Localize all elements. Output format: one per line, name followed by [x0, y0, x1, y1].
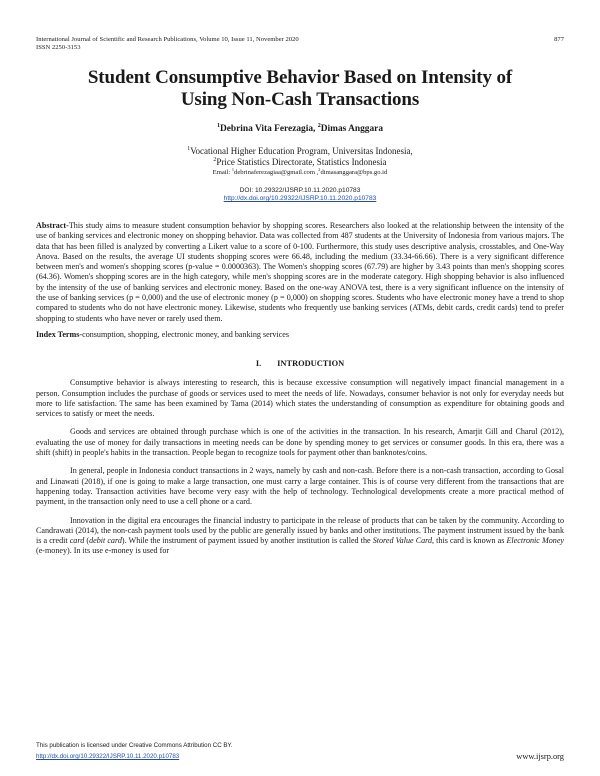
email-label: Email: — [212, 168, 232, 176]
page-footer — [36, 740, 564, 762]
paragraph-4-part-d: , this card is known as — [432, 536, 507, 546]
index-terms-text: -consumption, shopping, electronic money, and banking services — [79, 329, 290, 339]
affiliation-1-text: Vocational Higher Education Program, Universitas Indonesia, — [190, 145, 413, 156]
paragraph-2: Goods and services are obtained through purchase which is one of the activities in the transaction. In his research, Amarjit Gill and Charul (2012), evaluating the use of money for daily transactions in meeting needs can be done by spending money to get services or consumer goods. In this era, there was a shift (shift) in people's habits in the transaction. People began to recognize tools for payment other than banknotes/coins. — [36, 427, 564, 458]
title-line-2: Using Non-Cash Transactions — [180, 88, 420, 110]
journal-website: www.ijsrp.org — [516, 752, 564, 761]
author-2-mark: 2 — [317, 122, 321, 129]
affiliation-1-mark: 1 — [187, 145, 191, 152]
paragraph-1: Consumptive behavior is always interesting to research, this is because excessive consumption will negatively impact financial management in a person. Consumption includes the purchase of goods or services used to meet the needs of life. Nowadays, consumer behavior is not only for everyday needs but more to life satisfaction. The same has been examined by Tama (2014) which states the understanding of consumption as expenditure for obtaining goods and services to satisfy or meet the needs. — [36, 378, 564, 419]
paragraph-4-part-c: ). While the instrument of payment issued by another institution is called the — [121, 536, 373, 546]
footer-doi-link[interactable]: http://dx.doi.org/10.29322/IJSRP.10.11.2020.p10783 — [36, 753, 180, 760]
paragraph-4-part-a: Innovation in the digital era encourages the financial industry to participate in the release of products that can be taken by the community. According to Candrawati (2014), the non-cash payment tools used by the public are generally issued by banks and other institutions. The payment instrument issued by the bank is a credit — [36, 515, 564, 546]
index-terms-label: Index Terms — [36, 329, 80, 339]
running-header — [36, 36, 564, 53]
affiliation-2-mark: 2 — [213, 156, 217, 163]
doi-text: DOI: 10.29322/IJSRP.10.11.2020.p10783 — [239, 186, 361, 194]
term-debit-card: debit card — [89, 536, 122, 546]
doi-link[interactable]: http://dx.doi.org/10.29322/IJSRP.10.11.2020.p10783 — [223, 195, 377, 203]
paragraph-4-part-e: (e-money). In its use e-money is used for — [36, 546, 170, 556]
email-2-mark: 2 — [318, 166, 321, 172]
abstract-text: This study aims to measure student consumption behavior by shopping scores. Researchers also looked at the relationship between the intensity of the use of banking services and electronic money on shopping behavior. Data was collected from 487 students at the University of Indonesia from various majors. The data that has been filled is analyzed by converting a Likert value to a score of 0-100. Furthermore, this study uses descriptive analysis, crosstables, and One-Way Anova. Based on the results, the average UI students shopping scores were 66.48, including the medium (33.34-66.66). There is a very significant difference between men's and women's shopping scores (p-value = 0.0000363). The Women's shopping scores (67.79) are higher by 3.43 points than men's shopping scores (64.36). Women's shopping scores are in the high category, while men's shopping scores are in the moderate category. High shopping behavior is also influenced by the intensity of the use of banking services and electronic money. Based on the one-way ANOVA test, there is a very significant influence on the intensity of the use of banking services (p = 0,000) and the use of electronic money (p = 0,000) on shopping scores. Students who have electronic money have a trend to shop compared to students who do not have electronic money. Likewise, students who frequently use banking services (ATMs, debit cards, credit cards) tend to prefer shopping to students who have never or rarely used them. — [36, 221, 564, 323]
term-card: card — [69, 536, 85, 546]
author-1-mark: 1 — [216, 122, 220, 129]
affiliations — [36, 146, 564, 168]
abstract-label: Abstract- — [36, 221, 69, 230]
term-electronic-money: Electronic Money — [506, 536, 564, 546]
affiliation-2-text: Price Statistics Directorate, Statistics Indonesia — [216, 156, 387, 167]
index-terms — [36, 330, 564, 340]
paper-title — [36, 67, 564, 111]
section-number: I. — [255, 359, 262, 369]
section-title: INTRODUCTION — [277, 359, 345, 369]
issn: ISSN 2250-3153 — [36, 44, 81, 52]
affiliation-2 — [36, 157, 564, 168]
section-heading — [36, 359, 564, 368]
term-stored-value-card: Stored Value Card — [372, 536, 433, 546]
affiliation-1 — [36, 146, 564, 157]
paper-page — [36, 36, 564, 557]
journal-name: International Journal of Scientific and Research Publications, Volume 10, Issue 11, November 2020 — [36, 36, 299, 43]
title-line-1: Student Consumptive Behavior Based on Intensity of — [87, 66, 513, 88]
paragraph-3: In general, people in Indonesia conduct transactions in 2 ways, namely by cash and non-cash. Before there is a non-cash transaction, according to Gosal and Linawati (2018), if one is going to make a large transaction, one must carry a large container. This is of course very different from the transactions that are happening today. Transaction activities have become very easy with the help of technology. Technological developments create a more practical method of payment, in the transaction only need to use a cell phone or a card. — [36, 466, 564, 507]
email-1-mark: 1 — [231, 166, 235, 172]
abstract — [36, 221, 564, 324]
email-line — [36, 166, 564, 176]
paragraph-4-part-b: ( — [84, 536, 90, 546]
license-text: This publication is licensed under Creative Commons Attribution CC BY. — [36, 742, 233, 749]
author-list — [36, 124, 564, 134]
paragraph-4 — [36, 516, 564, 557]
email-1: debrinaferezagiaa@gmail.com , — [234, 168, 319, 176]
doi-block — [36, 187, 564, 204]
author-2: Dimas Anggara — [320, 123, 384, 134]
email-2: dimasanggara@bps.go.id — [320, 168, 388, 176]
page-number: 877 — [554, 36, 564, 43]
author-1: Debrina Vita Ferezagia, — [220, 123, 318, 134]
